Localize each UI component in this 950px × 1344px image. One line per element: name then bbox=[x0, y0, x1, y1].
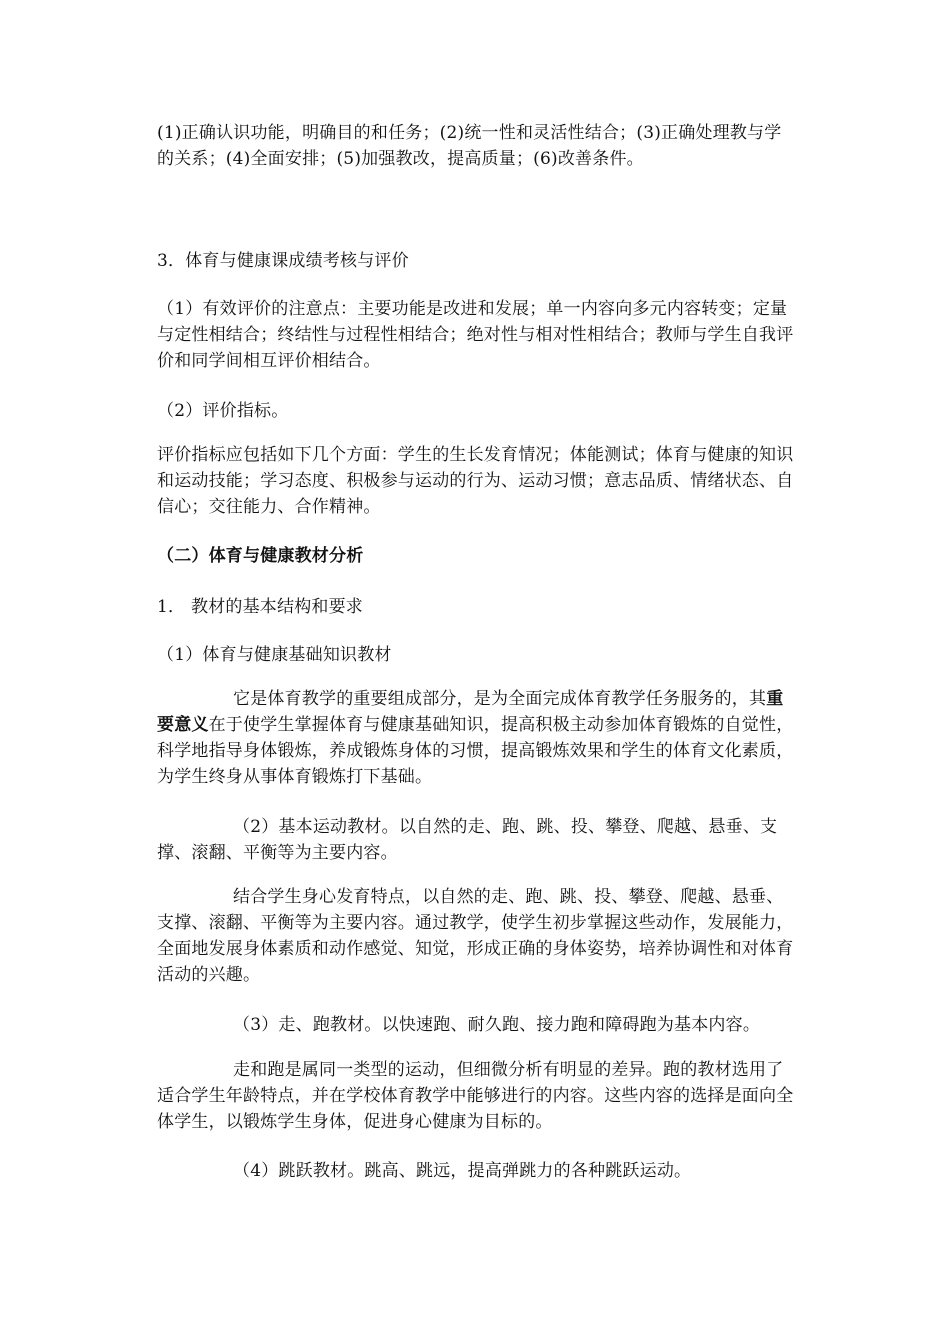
textbook-analysis-heading: （二）体育与健康教材分析 bbox=[157, 546, 364, 566]
basic-movement-paragraph: （2）基本运动教材。以自然的走、跑、跳、投、攀登、爬越、悬垂、支撑、滚翻、平衡等为主要内容。 bbox=[157, 817, 778, 863]
textbook-structure-heading bbox=[157, 594, 797, 620]
section-3-heading: 3．体育与健康课成绩考核与评价 bbox=[157, 251, 409, 271]
jump-heading: （4）跳跃教材。跳高、跳远，提高弹跳力的各种跳跃运动。 bbox=[233, 1161, 692, 1181]
section-title: 教材的基本结构和要求 bbox=[191, 597, 363, 617]
paragraph-text-a: 它是体育教学的重要组成部分，是为全面完成体育教学任务服务的，其 bbox=[233, 689, 767, 709]
basic-knowledge-paragraph bbox=[157, 686, 797, 790]
basic-knowledge-heading: （1）体育与健康基础知识教材 bbox=[157, 645, 392, 665]
important-meaning-bold: 重要意义 bbox=[157, 689, 784, 735]
walk-run-paragraph: 走和跑是属同一类型的运动，但细微分析有明显的差异。跑的教材选用了适合学生年龄特点，并在学校体育教学中能够进行的内容。这些内容的选择是面向全体学生，以锻炼学生身体，促进身心健康为目标的。 bbox=[157, 1060, 794, 1132]
walk-run-heading: （3）走、跑教材。以快速跑、耐久跑、接力跑和障碍跑为基本内容。 bbox=[233, 1015, 761, 1035]
development-paragraph: 结合学生身心发育特点，以自然的走、跑、跳、投、攀登、爬越、悬垂、支撑、滚翻、平衡等为主要内容。通过教学，使学生初步掌握这些动作，发展能力，全面地发展身体素质和动作感觉、知觉，形成正确的身体姿势，培养协调性和对体育活动的兴趣。 bbox=[157, 887, 794, 985]
principles-paragraph: (1)正确认识功能，明确目的和任务；(2)统一性和灵活性结合；(3)正确处理教与学的关系；(4)全面安排；(5)加强教改，提高质量；(6)改善条件。 bbox=[157, 123, 782, 169]
paragraph-text-b: 在于使学生掌握体育与健康基础知识，提高积极主动参加体育锻炼的自觉性，科学地指导身体锻炼，养成锻炼身体的习惯，提高锻炼效果和学生的体育文化素质，为学生终身从事体育锻炼打下基础。 bbox=[157, 715, 794, 787]
evaluation-index-heading: （2）评价指标。 bbox=[157, 401, 289, 421]
evaluation-index-paragraph: 评价指标应包括如下几个方面：学生的生长发育情况；体能测试；体育与健康的知识和运动技能；学习态度、积极参与运动的行为、运动习惯；意志品质、情绪状态、自信心；交往能力、合作精神。 bbox=[157, 445, 794, 517]
evaluation-notes-paragraph: （1）有效评价的注意点：主要功能是改进和发展；单一内容向多元内容转变；定量与定性相结合；终结性与过程性相结合；绝对性与相对性相结合；教师与学生自我评价和同学间相互评价相结合。 bbox=[157, 299, 794, 371]
section-number: 1． bbox=[157, 597, 186, 617]
